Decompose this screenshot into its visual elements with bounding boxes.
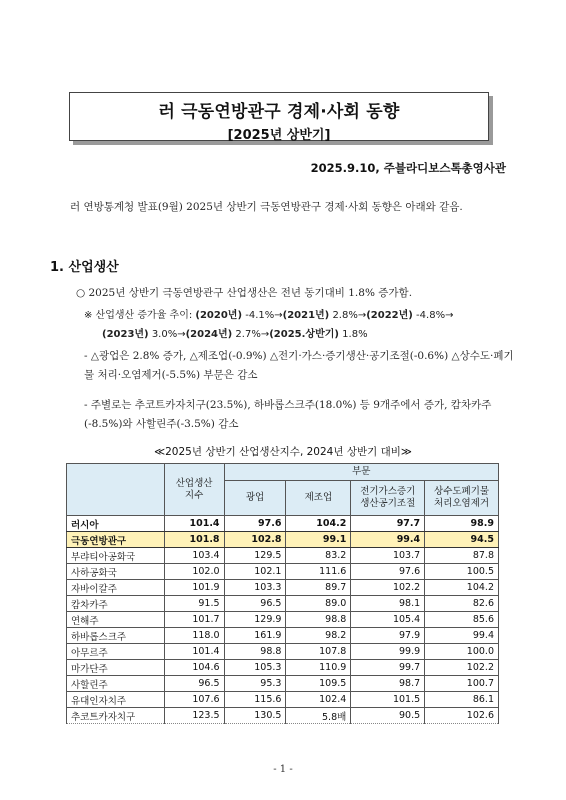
value-cell: 123.5 <box>164 708 224 724</box>
value-cell: 96.5 <box>164 676 224 692</box>
value-cell: 102.6 <box>425 708 499 724</box>
header-mining: 광업 <box>224 481 286 516</box>
table-row <box>67 596 499 612</box>
value-cell: 101.4 <box>164 516 224 532</box>
bullet-growth-trend <box>84 306 514 344</box>
value-cell: 98.2 <box>286 628 351 644</box>
value-cell: 94.5 <box>425 532 499 548</box>
value-cell: 97.6 <box>224 516 286 532</box>
value-cell: 104.2 <box>425 580 499 596</box>
value-cell: 104.2 <box>286 516 351 532</box>
value-cell: 111.6 <box>286 564 351 580</box>
value-cell: 5.8배 <box>286 708 351 724</box>
table-row <box>67 548 499 564</box>
value-cell: 99.4 <box>425 628 499 644</box>
document-subtitle: [2025년 상반기] <box>227 128 331 143</box>
value-cell: 99.4 <box>351 532 425 548</box>
trend-prefix: ※ 산업생산 증가율 추이: <box>84 310 196 321</box>
trend-year: (2023년) <box>102 329 149 340</box>
value-cell: 101.7 <box>164 612 224 628</box>
trend-year: (2024년) <box>185 329 233 340</box>
region-name-cell: 자바이칼주 <box>67 580 165 596</box>
page-number: - 1 - <box>273 764 293 775</box>
value-cell: 83.2 <box>286 548 351 564</box>
table-row <box>67 612 499 628</box>
region-name-cell: 캄차카주 <box>67 596 165 612</box>
header-region <box>67 464 165 516</box>
title-box <box>69 92 489 141</box>
region-name-cell: 아무르주 <box>67 644 165 660</box>
industrial-production-table <box>66 463 499 724</box>
section-heading: 1. 산업생산 <box>50 260 119 275</box>
document-title: 러 극동연방관구 경제·사회 동향 <box>158 102 400 122</box>
value-cell: 100.0 <box>425 644 499 660</box>
table-row <box>67 660 499 676</box>
region-name-cell: 추코트카자치구 <box>67 708 165 724</box>
value-cell: 118.0 <box>164 628 224 644</box>
value-cell: 97.9 <box>351 628 425 644</box>
value-cell: 101.9 <box>164 580 224 596</box>
table-row <box>67 516 499 532</box>
value-cell: 101.8 <box>164 532 224 548</box>
value-cell: 102.4 <box>286 692 351 708</box>
header-sector: 부문 <box>224 464 498 481</box>
value-cell: 97.6 <box>351 564 425 580</box>
value-cell: 95.3 <box>224 676 286 692</box>
value-cell: 101.5 <box>351 692 425 708</box>
bullet-summary: ○ 2025년 상반기 극동연방관구 산업생산은 전년 동기대비 1.8% 증가함. <box>76 287 413 299</box>
region-name-cell: 연해주 <box>67 612 165 628</box>
value-cell: 103.3 <box>224 580 286 596</box>
value-cell: 91.5 <box>164 596 224 612</box>
value-cell: 98.7 <box>351 676 425 692</box>
header-industrial-index: 산업생산 지수 <box>164 464 224 516</box>
value-cell: 89.0 <box>286 596 351 612</box>
value-cell: 105.3 <box>224 660 286 676</box>
value-cell: 107.6 <box>164 692 224 708</box>
value-cell: 99.9 <box>351 644 425 660</box>
trend-value: 2.7%→ <box>232 329 270 340</box>
region-name-cell: 극동연방관구 <box>67 532 165 548</box>
value-cell: 105.4 <box>351 612 425 628</box>
trend-value: 1.8% <box>338 329 368 340</box>
table-row <box>67 628 499 644</box>
value-cell: 102.1 <box>224 564 286 580</box>
trend-value: 2.8%→ <box>329 310 367 321</box>
region-name-cell: 유대인자치주 <box>67 692 165 708</box>
table-row <box>67 532 499 548</box>
value-cell: 82.6 <box>425 596 499 612</box>
trend-value: -4.8%→ <box>412 310 454 321</box>
intro-paragraph: 러 연방통계청 발표(9월) 2025년 상반기 극동연방관구 경제·사회 동향은 아래와 같음. <box>70 201 463 213</box>
value-cell: 99.1 <box>286 532 351 548</box>
value-cell: 97.7 <box>351 516 425 532</box>
value-cell: 101.4 <box>164 644 224 660</box>
header-water: 상수도폐기물 처리오염제거 <box>425 481 499 516</box>
value-cell: 102.8 <box>224 532 286 548</box>
trend-year: (2020년) <box>195 310 243 321</box>
value-cell: 100.5 <box>425 564 499 580</box>
trend-value: 3.0%→ <box>148 329 186 340</box>
trend-year: (2022년) <box>366 310 413 321</box>
table-row <box>67 644 499 660</box>
value-cell: 109.5 <box>286 676 351 692</box>
value-cell: 86.1 <box>425 692 499 708</box>
bullet-sectors: - △광업은 2.8% 증가, △제조업(-0.9%) △전기·가스·증기생산·공기조절(-0.6%) △상수도·폐기물 처리·오염제거(-5.5%) 부문은 감소 <box>84 350 514 381</box>
region-name-cell: 마가단주 <box>67 660 165 676</box>
value-cell: 90.5 <box>351 708 425 724</box>
region-name-cell: 사하공화국 <box>67 564 165 580</box>
trend-year: (2025.상반기) <box>269 329 339 340</box>
value-cell: 115.6 <box>224 692 286 708</box>
region-name-cell: 하바롭스크주 <box>67 628 165 644</box>
value-cell: 85.6 <box>425 612 499 628</box>
value-cell: 100.7 <box>425 676 499 692</box>
value-cell: 102.2 <box>425 660 499 676</box>
value-cell: 99.7 <box>351 660 425 676</box>
value-cell: 103.4 <box>164 548 224 564</box>
value-cell: 129.5 <box>224 548 286 564</box>
table-row <box>67 692 499 708</box>
value-cell: 96.5 <box>224 596 286 612</box>
value-cell: 89.7 <box>286 580 351 596</box>
value-cell: 98.8 <box>224 644 286 660</box>
value-cell: 98.1 <box>351 596 425 612</box>
value-cell: 102.0 <box>164 564 224 580</box>
value-cell: 161.9 <box>224 628 286 644</box>
header-energy: 전기가스증기 생산공기조절 <box>351 481 425 516</box>
value-cell: 102.2 <box>351 580 425 596</box>
value-cell: 110.9 <box>286 660 351 676</box>
header-manufacturing: 제조업 <box>286 481 351 516</box>
region-name-cell: 부랴티아공화국 <box>67 548 165 564</box>
dateline: 2025.9.10, 주블라디보스톡총영사관 <box>310 161 506 175</box>
trend-value: -4.1%→ <box>242 310 283 321</box>
value-cell: 98.9 <box>425 516 499 532</box>
table-row <box>67 708 499 724</box>
value-cell: 104.6 <box>164 660 224 676</box>
value-cell: 130.5 <box>224 708 286 724</box>
value-cell: 107.8 <box>286 644 351 660</box>
table-row <box>67 580 499 596</box>
value-cell: 129.9 <box>224 612 286 628</box>
table-row <box>67 676 499 692</box>
table-row <box>67 564 499 580</box>
table-caption: ≪2025년 상반기 산업생산지수, 2024년 상반기 대비≫ <box>154 446 412 458</box>
value-cell: 98.8 <box>286 612 351 628</box>
trend-year: (2021년) <box>282 310 330 321</box>
bullet-regions: - 주별로는 추코트카자치구(23.5%), 하바롭스크주(18.0%) 등 9개주에서 증가, 캄차카주(-8.5%)와 사할린주(-3.5%) 감소 <box>84 399 492 430</box>
value-cell: 103.7 <box>351 548 425 564</box>
region-name-cell: 사할린주 <box>67 676 165 692</box>
region-name-cell: 러시아 <box>67 516 165 532</box>
value-cell: 87.8 <box>425 548 499 564</box>
